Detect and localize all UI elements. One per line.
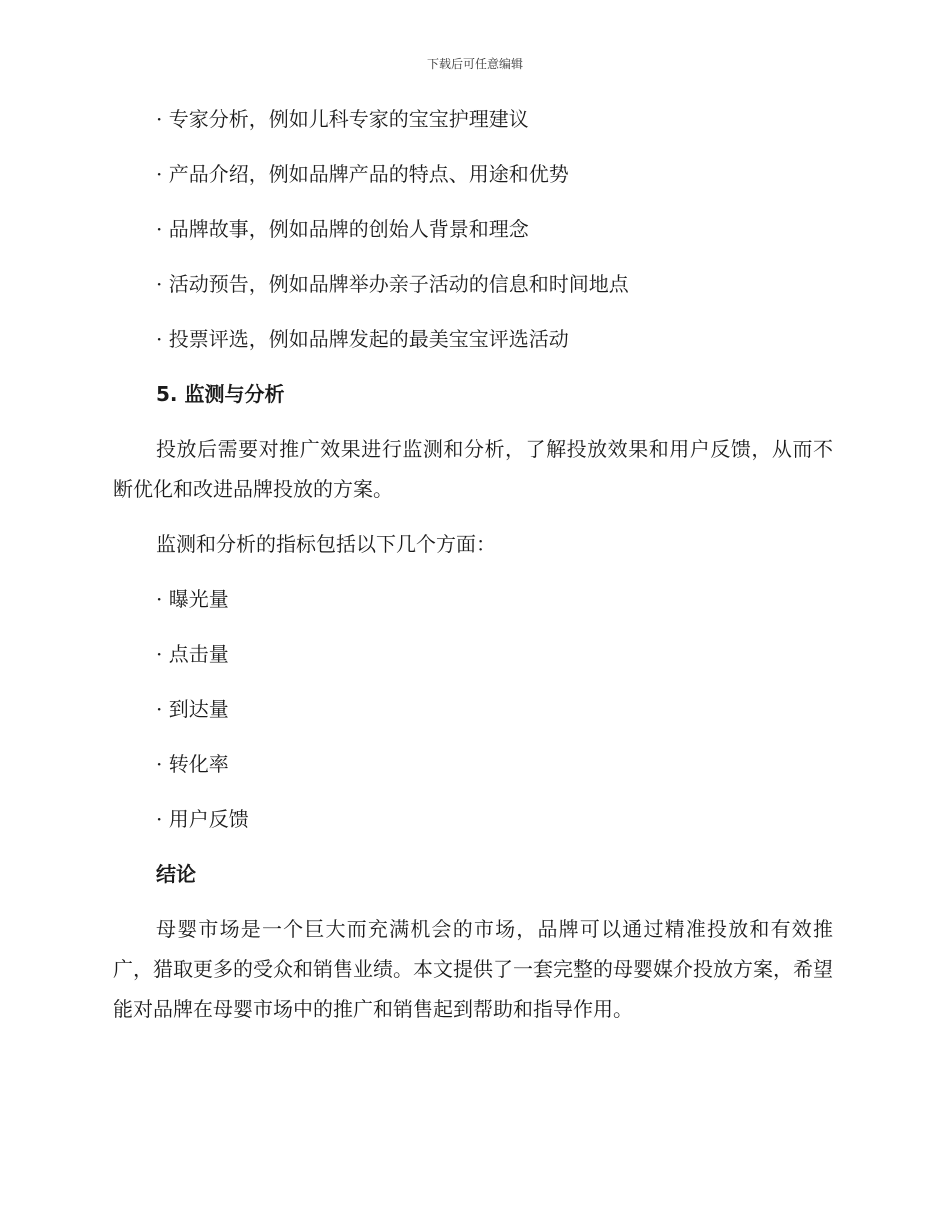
list-item: · 品牌故事，例如品牌的创始人背景和理念 <box>156 217 529 241</box>
list-item: · 用户反馈 <box>156 807 249 831</box>
page-header: 下载后可任意编辑 <box>426 57 523 71</box>
list-item: · 投票评选，例如品牌发起的最美宝宝评选活动 <box>156 327 569 351</box>
section-heading: 5. 监测与分析 <box>156 382 285 406</box>
list-item: · 转化率 <box>156 752 229 776</box>
list-item: · 点击量 <box>156 642 229 666</box>
list-item: · 曝光量 <box>156 587 229 611</box>
paragraph: 母婴市场是一个巨大而充满机会的市场，品牌可以通过精准投放和有效推广，猎取更多的受众和销售业绩。本文提供了一套完整的母婴媒介投放方案，希望能对品牌在母婴市场中的推广和销售起到帮助和指导作用。 <box>113 917 833 1021</box>
section-heading: 结论 <box>156 862 196 886</box>
list-item: · 专家分析，例如儿科专家的宝宝护理建议 <box>156 107 529 131</box>
list-item: · 产品介绍，例如品牌产品的特点、用途和优势 <box>156 162 569 186</box>
paragraph: 监测和分析的指标包括以下几个方面： <box>156 532 496 556</box>
document-body <box>113 104 833 1049</box>
list-item: · 到达量 <box>156 697 229 721</box>
list-item: · 活动预告，例如品牌举办亲子活动的信息和时间地点 <box>156 272 629 296</box>
paragraph: 投放后需要对推广效果进行监测和分析，了解投放效果和用户反馈，从而不断优化和改进品牌投放的方案。 <box>113 437 833 501</box>
